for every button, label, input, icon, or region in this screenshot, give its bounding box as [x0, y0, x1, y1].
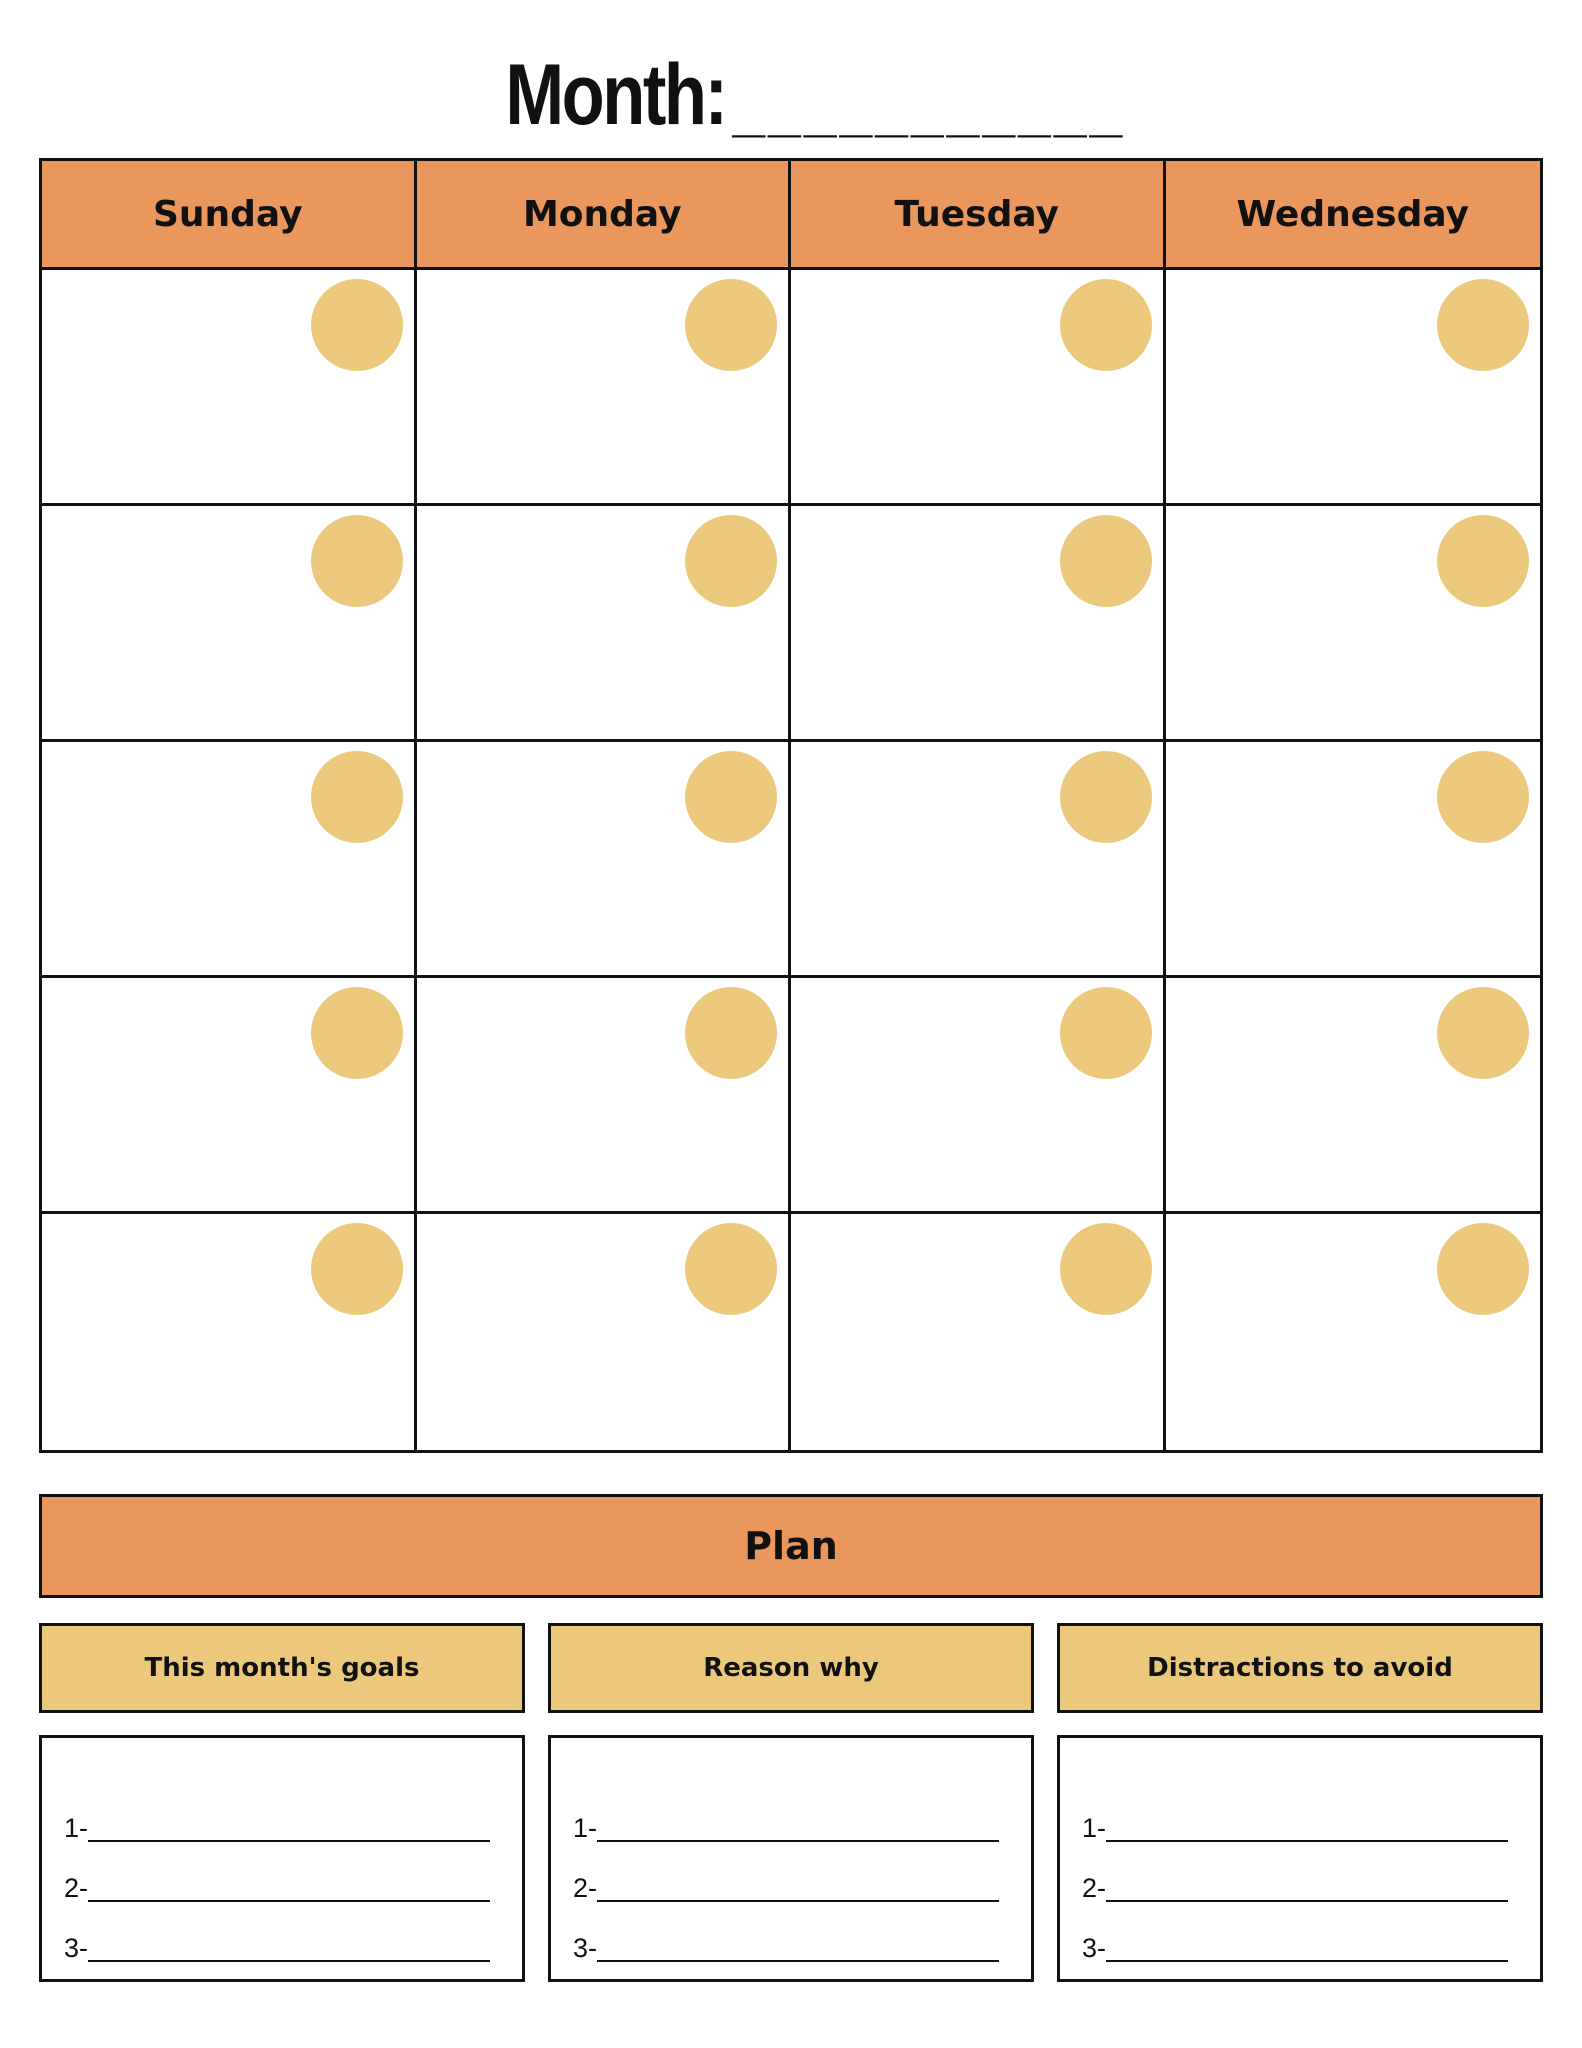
- write-line: [88, 1840, 490, 1842]
- line-number: 3-: [64, 1933, 89, 1963]
- day-cell[interactable]: [42, 270, 417, 506]
- day-cell[interactable]: [791, 1214, 1166, 1450]
- day-cell[interactable]: [417, 978, 792, 1214]
- line-number: 3-: [573, 1933, 598, 1963]
- date-circle: [311, 987, 403, 1079]
- month-title: [0, 28, 1582, 143]
- month-label: Month:: [505, 47, 726, 143]
- goal-line[interactable]: [64, 1784, 490, 1844]
- day-cell[interactable]: [1166, 1214, 1541, 1450]
- day-cell[interactable]: [1166, 270, 1541, 506]
- day-cell[interactable]: [791, 270, 1166, 506]
- day-cell[interactable]: [417, 1214, 792, 1450]
- day-cell[interactable]: [42, 1214, 417, 1450]
- distraction-line[interactable]: [1082, 1844, 1508, 1904]
- reason-line[interactable]: [573, 1844, 999, 1904]
- plan-heading: Plan: [39, 1494, 1543, 1598]
- distraction-line[interactable]: [1082, 1784, 1508, 1844]
- day-header-monday: Monday: [417, 161, 792, 270]
- day-cell[interactable]: [42, 742, 417, 978]
- calendar-grid: [39, 158, 1543, 1453]
- day-header-tuesday: Tuesday: [791, 161, 1166, 270]
- date-circle: [685, 1223, 777, 1315]
- line-number: 3-: [1082, 1933, 1107, 1963]
- goals-heading: This month's goals: [39, 1623, 525, 1713]
- day-cell[interactable]: [1166, 506, 1541, 742]
- distraction-line[interactable]: [1082, 1904, 1508, 1964]
- date-circle: [311, 515, 403, 607]
- day-cell[interactable]: [417, 506, 792, 742]
- day-cell[interactable]: [417, 742, 792, 978]
- write-line: [88, 1900, 490, 1902]
- day-cell[interactable]: [791, 506, 1166, 742]
- date-circle: [1437, 515, 1529, 607]
- date-circle: [685, 279, 777, 371]
- date-circle: [1437, 751, 1529, 843]
- write-line: [597, 1900, 999, 1902]
- day-cell[interactable]: [1166, 742, 1541, 978]
- date-circle: [1060, 751, 1152, 843]
- month-blank-line[interactable]: ___________: [731, 73, 1125, 138]
- write-line: [88, 1960, 490, 1962]
- line-number: 1-: [573, 1813, 598, 1843]
- date-circle: [311, 751, 403, 843]
- day-cell[interactable]: [42, 978, 417, 1214]
- day-header-wednesday: Wednesday: [1166, 161, 1541, 270]
- goal-line[interactable]: [64, 1844, 490, 1904]
- write-line: [1106, 1840, 1508, 1842]
- line-number: 2-: [64, 1873, 89, 1903]
- day-cell[interactable]: [42, 506, 417, 742]
- line-number: 2-: [573, 1873, 598, 1903]
- date-circle: [1060, 515, 1152, 607]
- date-circle: [1060, 1223, 1152, 1315]
- reason-line[interactable]: [573, 1904, 999, 1964]
- reason-box: [548, 1735, 1034, 1982]
- reason-heading: Reason why: [548, 1623, 1034, 1713]
- write-line: [597, 1960, 999, 1962]
- line-number: 1-: [64, 1813, 89, 1843]
- day-cell[interactable]: [417, 270, 792, 506]
- day-cell[interactable]: [1166, 978, 1541, 1214]
- write-line: [1106, 1900, 1508, 1902]
- date-circle: [311, 1223, 403, 1315]
- date-circle: [1437, 279, 1529, 371]
- line-number: 1-: [1082, 1813, 1107, 1843]
- date-circle: [311, 279, 403, 371]
- line-number: 2-: [1082, 1873, 1107, 1903]
- goals-box: [39, 1735, 525, 1982]
- write-line: [1106, 1960, 1508, 1962]
- write-line: [597, 1840, 999, 1842]
- date-circle: [1060, 279, 1152, 371]
- day-cell[interactable]: [791, 978, 1166, 1214]
- date-circle: [1437, 987, 1529, 1079]
- day-header-sunday: Sunday: [42, 161, 417, 270]
- date-circle: [1437, 1223, 1529, 1315]
- day-cell[interactable]: [791, 742, 1166, 978]
- date-circle: [685, 515, 777, 607]
- date-circle: [1060, 987, 1152, 1079]
- distractions-heading: Distractions to avoid: [1057, 1623, 1543, 1713]
- date-circle: [685, 751, 777, 843]
- reason-line[interactable]: [573, 1784, 999, 1844]
- date-circle: [685, 987, 777, 1079]
- goal-line[interactable]: [64, 1904, 490, 1964]
- distractions-box: [1057, 1735, 1543, 1982]
